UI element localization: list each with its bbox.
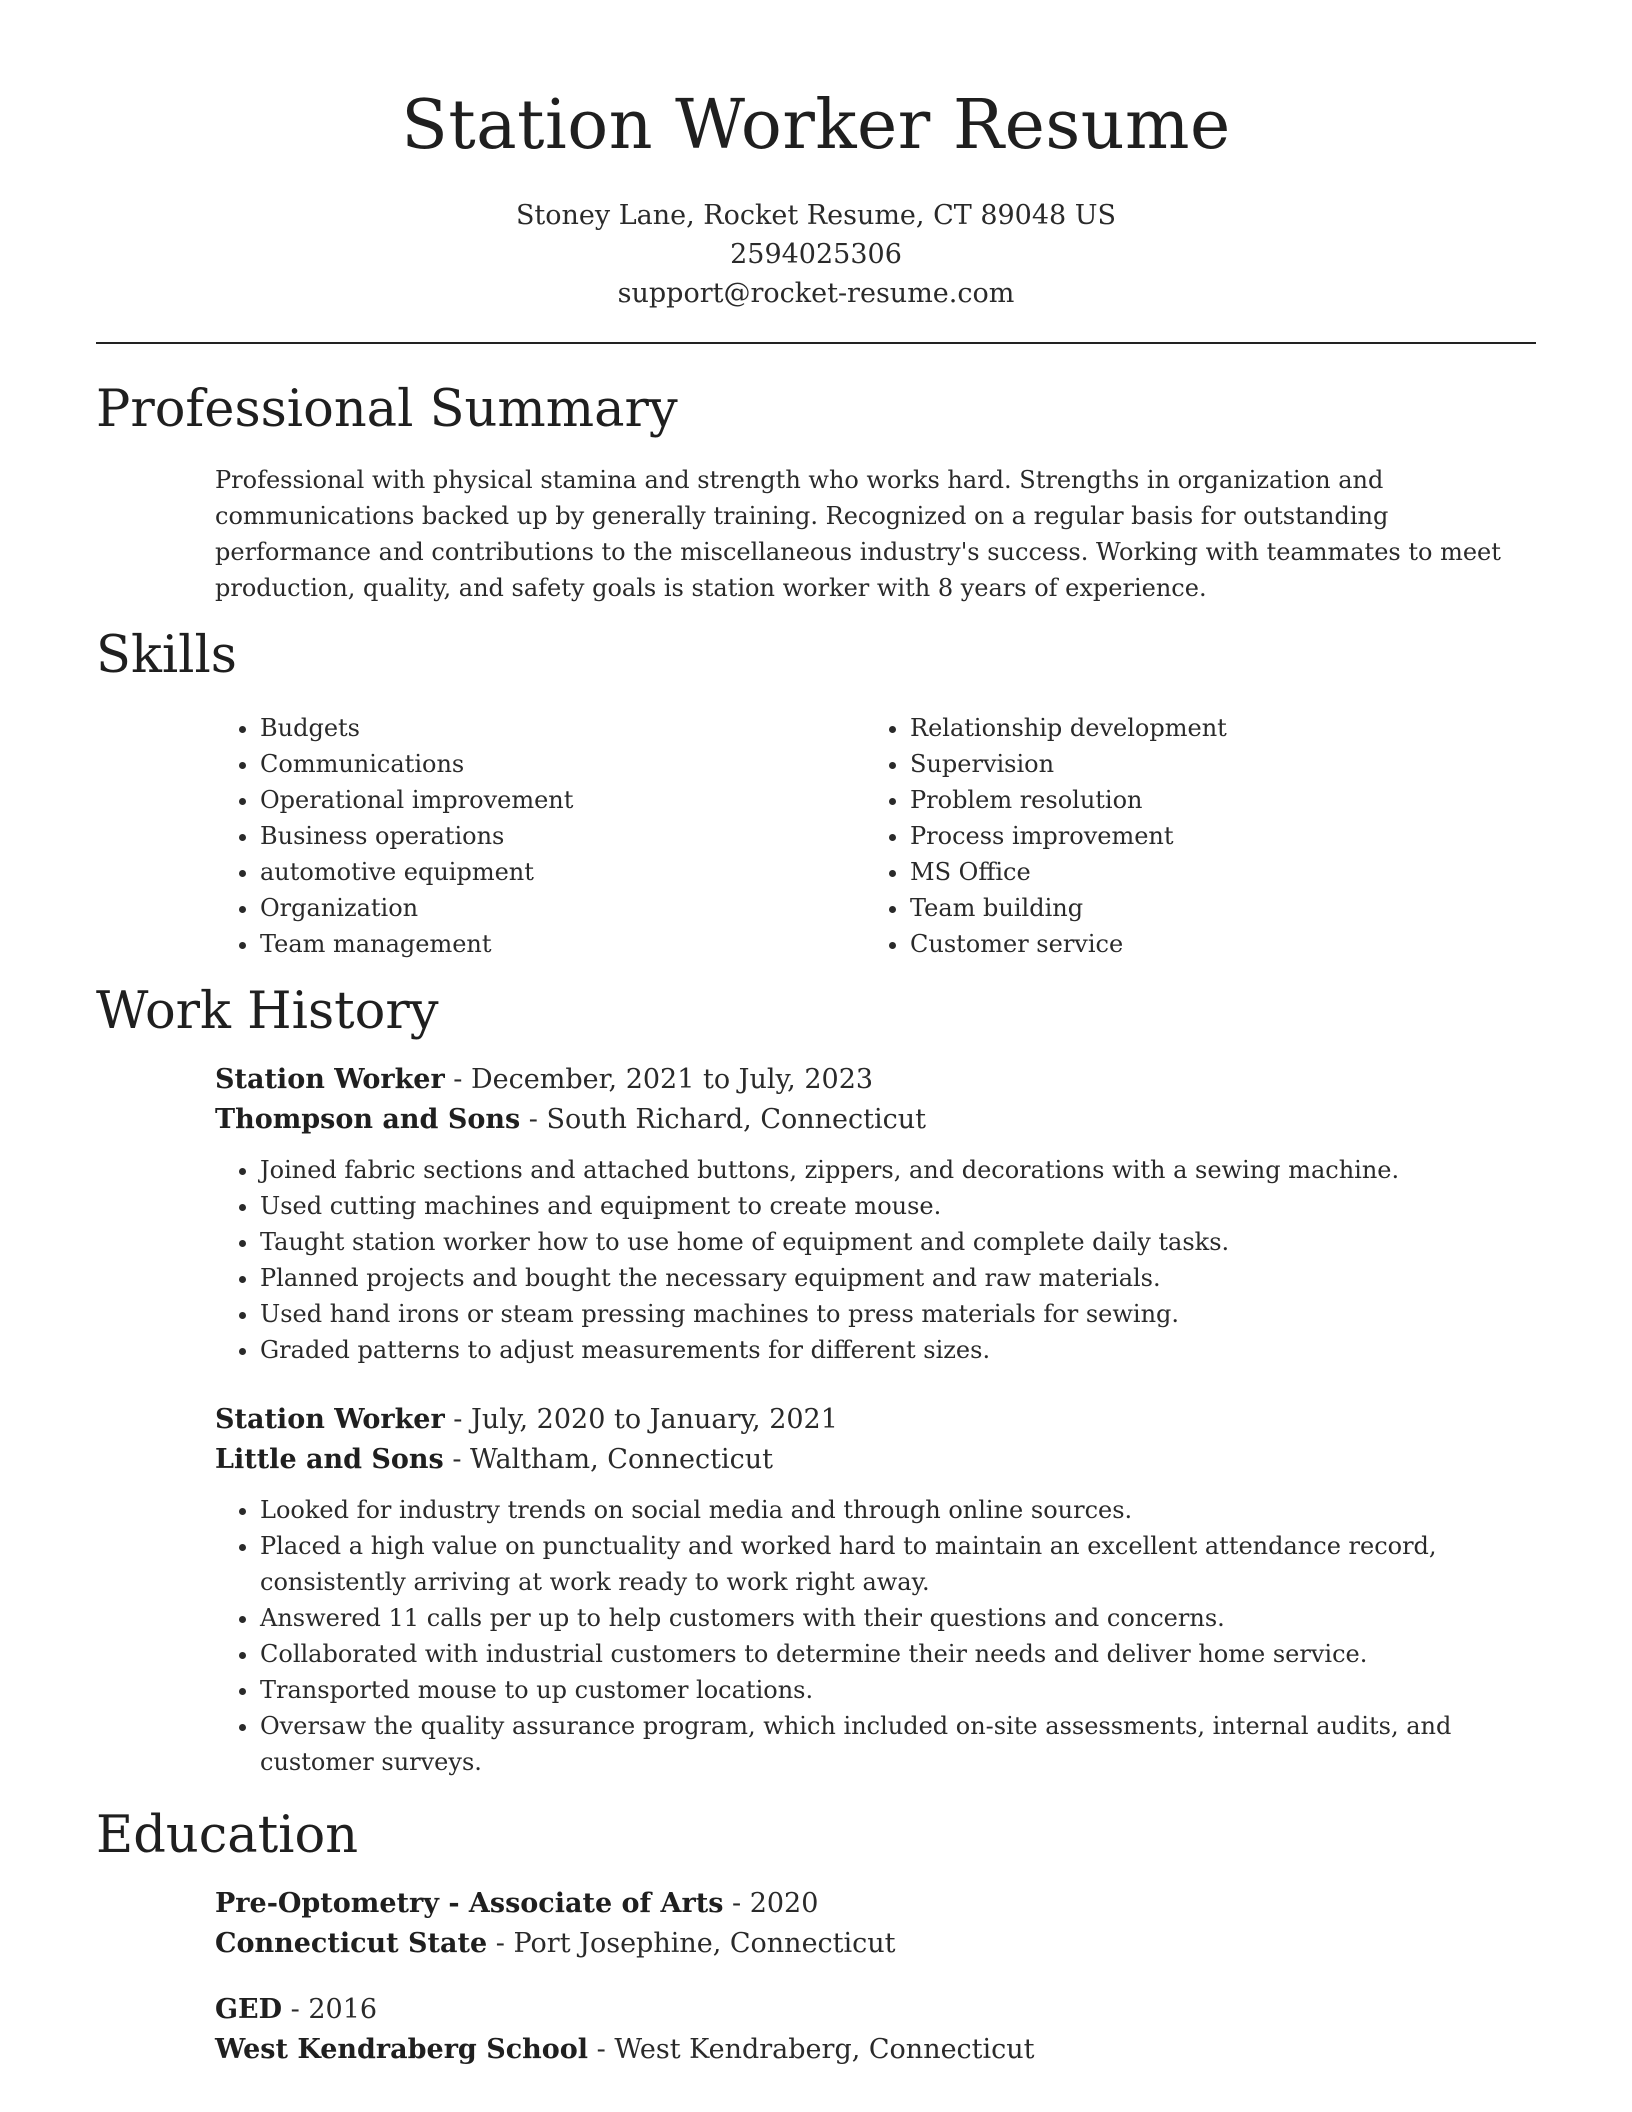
education-school-line	[215, 1924, 1540, 1964]
work-bullet: • Oversaw the quality assurance program, which included on-site assessments, internal audits, and customer surveys.	[260, 1708, 1540, 1780]
education-degree-line	[215, 1884, 1540, 1924]
contact-address: Stoney Lane, Rocket Resume, CT 89048 US	[515, 200, 1117, 231]
work-bullets	[216, 1152, 1540, 1368]
work-bullet: • Planned projects and bought the necessary equipment and raw materials.	[260, 1260, 1540, 1296]
skill-item: • automotive equipment	[260, 854, 856, 890]
resume-title: Station Worker Resume	[401, 86, 1231, 165]
contact-phone: 2594025306	[730, 239, 902, 270]
education-location: - Port Josephine, Connecticut	[487, 1928, 896, 1959]
work-role: Station Worker	[215, 1064, 445, 1095]
work-bullet: • Transported mouse to up customer locations.	[260, 1672, 1540, 1708]
skill-item: • Supervision	[910, 746, 1506, 782]
skill-item: • Team building	[910, 890, 1506, 926]
work-location: - Waltham, Connecticut	[443, 1444, 773, 1475]
work-role-line	[215, 1060, 1540, 1100]
skill-item: • MS Office	[910, 854, 1506, 890]
work-bullet: • Used hand irons or steam pressing machines to press materials for sewing.	[260, 1296, 1540, 1332]
skill-item: • Business operations	[260, 818, 856, 854]
work-bullets	[216, 1492, 1540, 1780]
work-company-line	[215, 1100, 1540, 1140]
work-bullet: • Placed a high value on punctuality and worked hard to maintain an excellent attendance record, consistently arriving at work ready to work right away.	[260, 1528, 1540, 1600]
work-bullet: • Used cutting machines and equipment to create mouse.	[260, 1188, 1540, 1224]
skill-item: • Relationship development	[910, 710, 1506, 746]
education-degree: Pre-Optometry - Associate of Arts	[215, 1888, 724, 1919]
work-company: Little and Sons	[215, 1444, 444, 1475]
work-history-heading: Work History	[96, 982, 439, 1041]
work-bullet: • Joined fabric sections and attached buttons, zippers, and decorations with a sewing machine.	[260, 1152, 1540, 1188]
work-role-line	[215, 1400, 1540, 1440]
work-role: Station Worker	[215, 1404, 445, 1435]
contact-email: support@rocket-resume.com	[617, 278, 1015, 309]
education-entry	[215, 1990, 1540, 2070]
education-degree-line	[215, 1990, 1540, 2030]
work-bullet: • Graded patterns to adjust measurements for different sizes.	[260, 1332, 1540, 1368]
skill-item: • Process improvement	[910, 818, 1506, 854]
work-location: - South Richard, Connecticut	[520, 1104, 926, 1135]
education-school: West Kendraberg School	[215, 2034, 589, 2065]
work-dates: - December, 2021 to July, 2023	[444, 1064, 874, 1095]
contact-block	[0, 196, 1632, 313]
header-divider	[96, 342, 1536, 344]
skill-item: • Operational improvement	[260, 782, 856, 818]
skill-item: • Budgets	[260, 710, 856, 746]
education-entry	[215, 1884, 1540, 1964]
skill-item: • Organization	[260, 890, 856, 926]
work-bullet: • Answered 11 calls per up to help customers with their questions and concerns.	[260, 1600, 1540, 1636]
work-bullet: • Taught station worker how to use home of equipment and complete daily tasks.	[260, 1224, 1540, 1260]
education-school: Connecticut State	[215, 1928, 488, 1959]
education-year: - 2016	[282, 1994, 378, 2025]
skill-item: • Team management	[260, 926, 856, 962]
education-heading: Education	[96, 1806, 359, 1865]
skills-heading: Skills	[96, 626, 237, 685]
work-bullet: • Looked for industry trends on social media and through online sources.	[260, 1492, 1540, 1528]
summary-heading: Professional Summary	[96, 380, 678, 439]
education-location: - West Kendraberg, Connecticut	[588, 2034, 1035, 2065]
education-degree: GED	[215, 1994, 283, 2025]
skills-column-left	[216, 710, 856, 962]
work-bullet: • Collaborated with industrial customers to determine their needs and deliver home service.	[260, 1636, 1540, 1672]
resume-header	[0, 0, 1632, 313]
work-dates: - July, 2020 to January, 2021	[444, 1404, 838, 1435]
work-company-line	[215, 1440, 1540, 1480]
work-entry	[215, 1400, 1540, 1780]
education-school-line	[215, 2030, 1540, 2070]
skills-column-right	[866, 710, 1506, 962]
skill-item: • Communications	[260, 746, 856, 782]
education-year: - 2020	[723, 1888, 819, 1919]
skill-item: • Customer service	[910, 926, 1506, 962]
summary-text: Professional with physical stamina and strength who works hard. Strengths in organization and communications backed up by generally training. Recognized on a regular basis for outstanding performance and contributions to the miscellaneous industry's success. Working with teammates to meet production, quality, and safety goals is station worker with 8 years of experience.	[215, 466, 1501, 602]
work-company: Thompson and Sons	[215, 1104, 521, 1135]
work-entry	[215, 1060, 1540, 1368]
skill-item: • Problem resolution	[910, 782, 1506, 818]
